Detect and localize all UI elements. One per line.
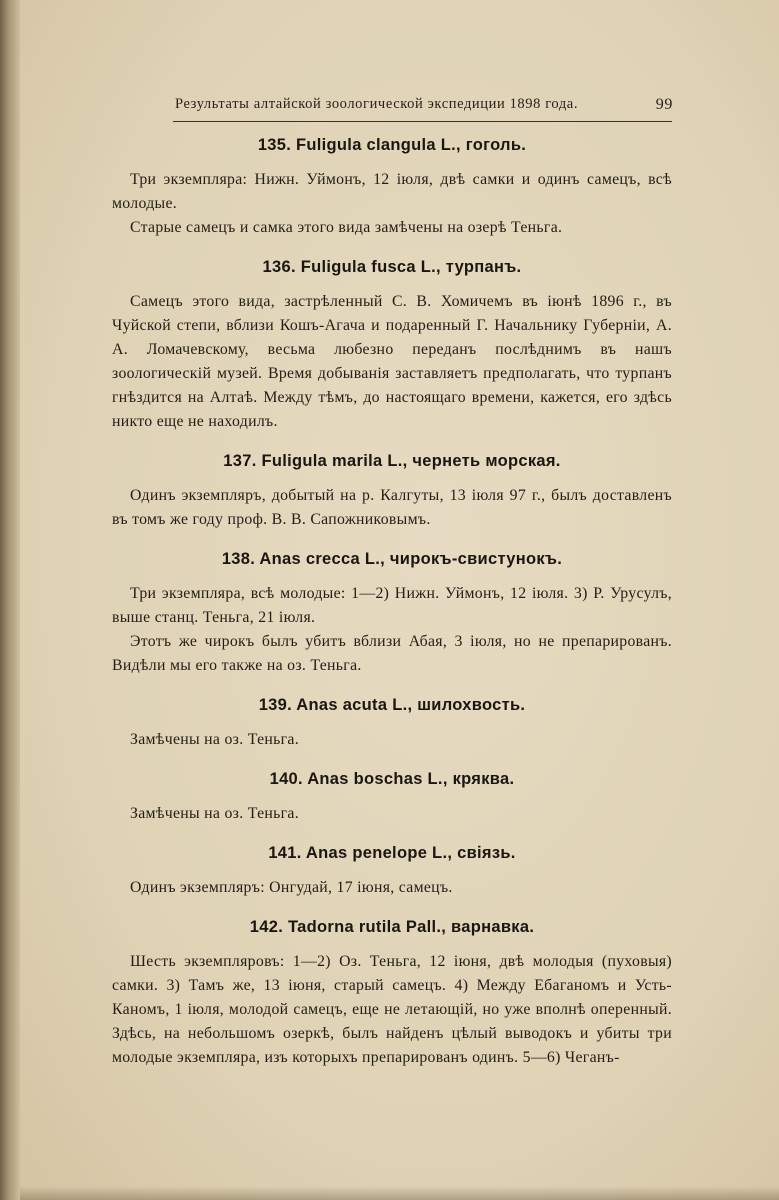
entry-title: 137. Fuligula marila L., чернеть морская. xyxy=(223,452,561,470)
entry-paragraph: Замѣчены на оз. Теньга. xyxy=(130,731,299,748)
entry-paragraph: Три экземпляра: Нижн. Уймонъ, 12 іюля, двѣ самки и одинъ самецъ, всѣ молодые. xyxy=(112,171,672,212)
page-bottom-edge xyxy=(20,1186,779,1200)
entry-paragraph: Одинъ экземпляръ: Онгудай, 17 іюня, самецъ. xyxy=(130,879,453,896)
species-entry-141 xyxy=(112,840,672,900)
species-entry-136 xyxy=(112,254,672,434)
entry-paragraph: Замѣчены на оз. Теньга. xyxy=(130,805,299,822)
entry-paragraph: Самецъ этого вида, застрѣленный С. В. Хомичемъ въ іюнѣ 1896 г., въ Чуйской степи, вблизи Кошъ-Агача и подаренный Г. Начальнику Губерніи, А. А. Ломачевскому, весьма любезно переданъ послѣднимъ въ нашъ зоологическій музей. Время добыванія заставляетъ предполагать, что турпанъ гнѣздится на Алтаѣ. Между тѣмъ, до настоящаго времени, кажется, его здѣсь никто еще не находилъ. xyxy=(112,293,672,430)
entry-paragraph: Три экземпляра, всѣ молодые: 1—2) Нижн. Уймонъ, 12 іюля. 3) Р. Урусулъ, выше станц. Теньга, 21 іюля. xyxy=(112,585,672,626)
entry-title: 139. Anas acuta L., шилохвость. xyxy=(258,696,526,714)
entry-title: 141. Anas penelope L., свіязь. xyxy=(268,844,516,862)
header-title: Результаты алтайской зоологической экспедиции 1898 года. xyxy=(175,96,579,112)
species-entry-135 xyxy=(112,132,672,240)
page-number: 99 xyxy=(655,96,673,113)
species-entry-139 xyxy=(112,692,672,752)
entry-title: 136. Fuligula fusca L., турпанъ. xyxy=(262,258,522,276)
header-rule xyxy=(173,121,672,122)
entry-paragraph: Этотъ же чирокъ былъ убитъ вблизи Абая, 3 іюля, но не препарированъ. Видѣли мы его также на оз. Теньга. xyxy=(112,633,672,674)
entry-paragraph: Старые самецъ и самка этого вида замѣчены на озерѣ Теньга. xyxy=(130,219,563,236)
entry-paragraph: Одинъ экземпляръ, добытый на р. Калгуты, 13 іюля 97 г., былъ доставленъ въ томъ же году проф. В. В. Сапожниковымъ. xyxy=(112,487,672,528)
species-entry-142 xyxy=(112,914,672,1070)
entry-paragraph: Шесть экземпляровъ: 1—2) Оз. Теньга, 12 іюня, двѣ молодыя (пуховыя) самки. 3) Тамъ же, 13 іюня, старый самецъ. 4) Между Ебаганомъ и Усть-Каномъ, 1 іюля, молодой самецъ, еще не летающій, но уже вполнѣ оперенный. Здѣсь, на небольшомъ озеркѣ, былъ найденъ цѣлый выводокъ и убиты три молодые экземпляра, изъ которыхъ препарированъ одинъ. 5—6) Чеганъ- xyxy=(112,953,672,1066)
book-spine xyxy=(0,0,20,1200)
entry-title: 142. Tadorna rutila Pall., варнавка. xyxy=(249,918,535,936)
species-entry-137 xyxy=(112,448,672,532)
species-entry-138 xyxy=(112,546,672,678)
page-content xyxy=(112,132,672,1084)
entry-title: 140. Anas boschas L., кряква. xyxy=(269,770,515,788)
species-entry-140 xyxy=(112,766,672,826)
entry-title: 138. Anas crecca L., чирокъ-свистунокъ. xyxy=(221,550,563,568)
entry-title: 135. Fuligula clangula L., гоголь. xyxy=(257,136,527,154)
